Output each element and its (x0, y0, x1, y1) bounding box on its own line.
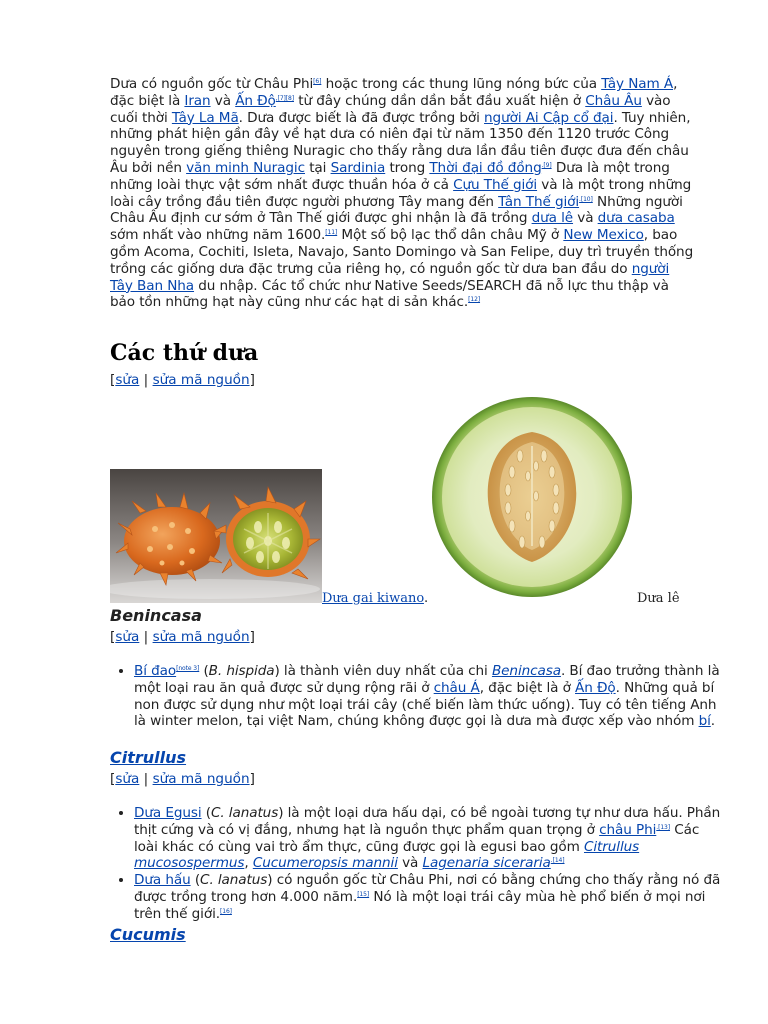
link-iran[interactable]: Iran (184, 92, 211, 109)
edit-link[interactable]: sửa (115, 372, 140, 388)
text: Các loài khác có cùng vai trò ẩm thực, cũng được gọi là egusi bao gồm (134, 821, 700, 855)
text: ( (199, 663, 209, 679)
ref-14[interactable]: .[14] (550, 857, 565, 865)
link-dua-hau[interactable]: Dưa hấu (134, 872, 191, 889)
link-chau-a[interactable]: châu Á (433, 679, 480, 696)
link-benincasa[interactable]: Benincasa (491, 663, 561, 679)
link-kiwano[interactable]: Dưa gai kiwano (322, 591, 424, 606)
text: . Bí đao trưởng thành là một loại rau ăn quả được sử dụng rộng rãi ở (134, 663, 720, 696)
link-an-do[interactable]: Ấn Độ (235, 92, 276, 109)
text: và (397, 855, 423, 872)
edit-source-link[interactable]: sửa mã nguồn (152, 771, 250, 787)
link-chau-phi[interactable]: châu Phi (599, 821, 657, 838)
scientific-name: B. hispida (208, 663, 275, 679)
subheading-citrullus (110, 748, 186, 767)
intro-paragraph (110, 76, 695, 311)
link-citrullus-mucosospermus[interactable]: Citrullus mucosospermus (134, 838, 640, 872)
link-ai-cap[interactable]: người Ai Cập cổ đại (484, 109, 614, 126)
section-heading-cac-thu-dua: Các thứ dưa (110, 340, 259, 366)
bracket: ] (249, 771, 255, 787)
honeydew-image[interactable] (432, 396, 634, 600)
text: Một số bộ lạc thổ dân châu Mỹ ở (337, 227, 564, 244)
ref-7-8[interactable]: ,[7][8] (275, 94, 294, 102)
text: tại (304, 159, 331, 176)
ref-15[interactable]: [15] (357, 890, 370, 898)
text: . Những quả bí non được sử dụng như một loại trái cây (chế biến làm thức uống). Tuy có tên tiếng Anh là winter melon, tại việt Nam, chúng không được gọi là dưa mà được xếp vào nhóm (134, 679, 717, 730)
link-dua-egusi[interactable]: Dưa Egusi (134, 805, 202, 821)
link-sardinia[interactable]: Sardinia (330, 159, 386, 176)
benincasa-edit-links (110, 629, 255, 645)
text: du nhập. Các tổ chức như Native Seeds/SEARCH đã nỗ lực thu thập và bảo tồn những hạt này cũng như các hạt di sản khác. (110, 277, 669, 311)
citrullus-edit-links (110, 771, 255, 787)
text: và (210, 92, 236, 109)
link-tay-la-ma[interactable]: Tây La Mã (171, 109, 239, 126)
link-dua-le[interactable]: dưa lê (531, 210, 574, 227)
link-an-do[interactable]: Ấn Độ (575, 679, 616, 696)
ref-9[interactable]: .[9] (541, 161, 552, 169)
text: và (573, 210, 598, 227)
separator: | (139, 372, 153, 388)
link-bi-dao[interactable]: Bí đao (134, 663, 177, 679)
ref-11[interactable]: [11] (325, 229, 338, 237)
text: từ đây chúng dần dần bắt đầu xuất hiện ở (294, 92, 586, 109)
edit-source-link[interactable]: sửa mã nguồn (152, 372, 250, 388)
bracket: ] (249, 629, 255, 645)
honeydew-illustration (432, 396, 634, 600)
text: , (244, 855, 253, 872)
text: Nó là một loại trái cây mùa hè phổ biến ở mọi nơi trên thế giới. (134, 888, 706, 922)
text: sớm nhất vào những năm 1600. (110, 227, 326, 244)
text: hoặc trong các thung lũng nóng bức của (321, 76, 602, 92)
scientific-name: C. lanatus (210, 805, 279, 821)
link-cucumis[interactable]: Cucumis (110, 925, 186, 944)
separator: | (139, 771, 153, 787)
citrullus-list (110, 805, 724, 923)
kiwano-illustration (110, 469, 322, 603)
text: trong (385, 159, 430, 176)
honeydew-caption: Dưa lê (637, 591, 680, 606)
text: . (710, 713, 716, 730)
ref-13[interactable]: .[13] (656, 823, 671, 831)
list-item (134, 663, 724, 730)
bracket: ] (249, 372, 255, 388)
text: Những người Châu Âu định cư sớm ở Tân Thế giới được ghi nhận là đã trồng (110, 193, 683, 227)
ref-16[interactable]: [16] (219, 907, 232, 915)
link-cucumeropsis-mannii[interactable]: Cucumeropsis mannii (252, 855, 398, 872)
link-dua-casaba[interactable]: dưa casaba (597, 210, 675, 227)
edit-link[interactable]: sửa (115, 629, 140, 645)
intro-paragraph-wrap (110, 76, 695, 311)
text: . (423, 591, 429, 606)
text: , đặc biệt là ở (479, 679, 576, 696)
kiwano-caption (322, 591, 428, 606)
edit-source-link[interactable]: sửa mã nguồn (152, 629, 250, 645)
link-tan-the-gioi[interactable]: Tân Thế giới (498, 193, 580, 210)
text: . Tuy nhiên, những phát hiện gần đây về hạt dưa có niên đại từ năm 1350 đến 1120 trước Công nguyên trong giếng thiêng Nuragic cho thấy rằng dưa lần đầu tiên được đưa đến châu Âu bởi nền (110, 109, 691, 176)
ref-12[interactable]: [12] (468, 296, 481, 304)
separator: | (139, 629, 153, 645)
text: ) có nguồn gốc từ Châu Phi, nơi có bằng chứng cho thấy rằng nó đã được trồng trong hơn 4.000 năm. (134, 872, 721, 905)
list-item (134, 805, 724, 872)
bracket: [ (110, 372, 116, 388)
link-citrullus[interactable]: Citrullus (110, 748, 187, 767)
link-cuu-the-gioi[interactable]: Cựu Thế giới (453, 176, 538, 193)
subheading-cucumis (110, 925, 186, 944)
link-tay-nam-a[interactable]: Tây Nam Á (601, 76, 674, 92)
ref-10[interactable]: .[10] (579, 195, 593, 203)
text: ( (201, 805, 211, 821)
link-new-mexico[interactable]: New Mexico (563, 227, 644, 244)
text: ) là thành viên duy nhất của chi (274, 663, 492, 679)
bracket: [ (110, 771, 116, 787)
text: , bao gồm Acoma, Cochiti, Isleta, Navajo, Santo Domingo và San Felipe, duy trì truyền thống trồng các giống dưa đặc trưng của riêng họ, có nguồn gốc từ dưa ban đầu do (110, 227, 694, 277)
text: Dưa là một trong những loài thực vật sớm nhất được thuần hóa ở cả (110, 159, 670, 193)
link-lagenaria-siceraria[interactable]: Lagenaria siceraria (422, 855, 551, 872)
subheading-benincasa: Benincasa (110, 606, 202, 625)
text: ( (190, 872, 201, 889)
kiwano-image[interactable] (110, 469, 322, 603)
link-chau-au[interactable]: Châu Âu (585, 92, 642, 109)
text: , đặc biệt là (110, 76, 678, 109)
list-item (134, 872, 724, 922)
scientific-name: C. lanatus (200, 872, 268, 889)
benincasa-list (110, 663, 724, 730)
link-thoi-dai-do-dong[interactable]: Thời đại đồ đồng (429, 159, 542, 176)
text: . Dưa được biết là đã được trồng bởi (238, 109, 485, 126)
link-tay-ban-nha[interactable]: người Tây Ban Nha (110, 260, 670, 294)
text: ) là một loại dưa hấu dại, có bề ngoài tương tự như dưa hấu. Phần thịt cứng và có vị đắng, nhưng hạt là nguồn thực phẩm quan trọng ở (134, 805, 721, 838)
bracket: [ (110, 629, 116, 645)
link-bi[interactable]: bí (698, 713, 711, 730)
text: Dưa có nguồn gốc từ Châu Phi (110, 76, 314, 92)
text: vào cuối thời (110, 92, 671, 126)
link-nuragic[interactable]: văn minh Nuragic (186, 159, 305, 176)
text: và là một trong những loài cây trồng đầu tiên được người phương Tây mang đến (110, 176, 692, 210)
ref-6[interactable]: [6] (313, 78, 322, 85)
edit-link[interactable]: sửa (115, 771, 140, 787)
section-edit-links (110, 372, 255, 388)
note-3[interactable]: [note 3] (176, 665, 200, 672)
